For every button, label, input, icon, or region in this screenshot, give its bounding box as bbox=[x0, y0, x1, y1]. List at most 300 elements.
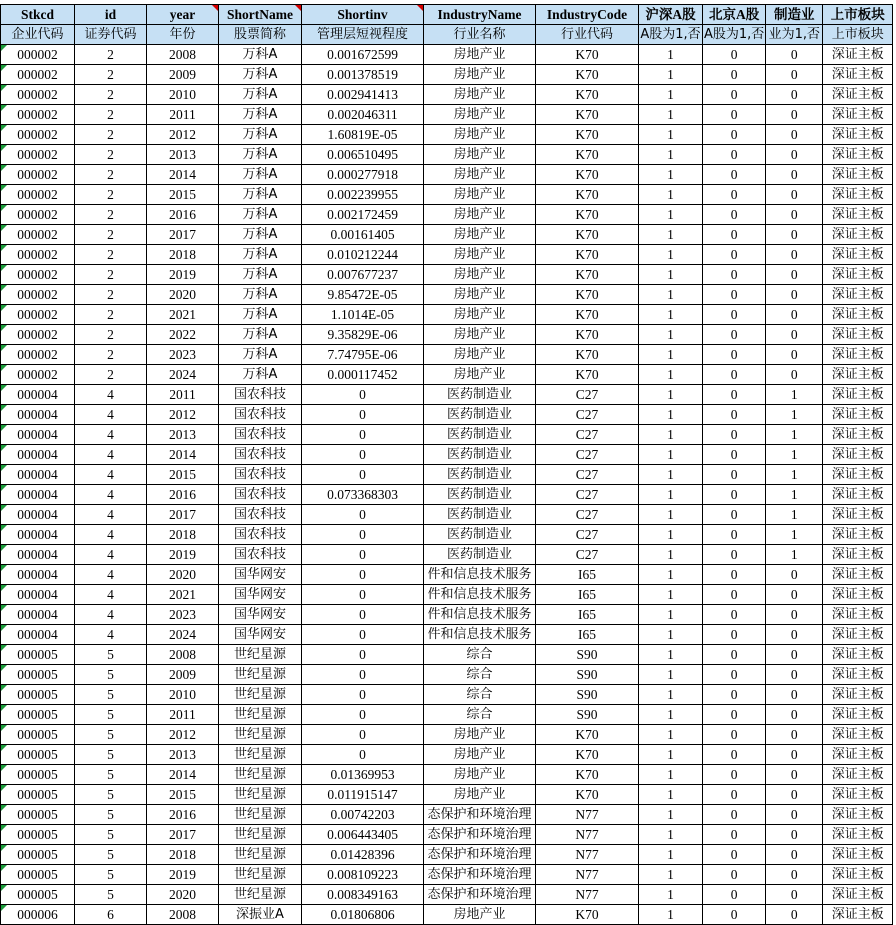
cell-year[interactable]: 2008 bbox=[147, 45, 219, 65]
cell-hushen-a[interactable]: 1 bbox=[639, 425, 703, 445]
col-label-shortinv[interactable]: 管理层短视程度 bbox=[302, 25, 424, 45]
cell-manufacturing[interactable]: 1 bbox=[766, 485, 823, 505]
cell-stkcd[interactable]: 000002 bbox=[1, 105, 75, 125]
cell-board[interactable]: 深证主板 bbox=[823, 345, 893, 365]
cell-shortinv[interactable]: 0 bbox=[302, 525, 424, 545]
cell-shortinv[interactable]: 0 bbox=[302, 405, 424, 425]
col-header-stkcd[interactable]: Stkcd bbox=[1, 5, 75, 25]
cell-hushen-a[interactable]: 1 bbox=[639, 45, 703, 65]
cell-stkcd[interactable]: 000005 bbox=[1, 685, 75, 705]
cell-id[interactable]: 5 bbox=[75, 805, 147, 825]
cell-stkcd[interactable]: 000005 bbox=[1, 865, 75, 885]
cell-manufacturing[interactable]: 1 bbox=[766, 425, 823, 445]
cell-hushen-a[interactable]: 1 bbox=[639, 785, 703, 805]
cell-id[interactable]: 4 bbox=[75, 385, 147, 405]
cell-board[interactable]: 深证主板 bbox=[823, 165, 893, 185]
cell-manufacturing[interactable]: 0 bbox=[766, 265, 823, 285]
cell-industryname[interactable]: 房地产业 bbox=[424, 225, 536, 245]
cell-industryname[interactable]: 房地产业 bbox=[424, 245, 536, 265]
cell-manufacturing[interactable]: 0 bbox=[766, 905, 823, 925]
cell-id[interactable]: 2 bbox=[75, 145, 147, 165]
cell-beijing-a[interactable]: 0 bbox=[703, 125, 766, 145]
cell-stkcd[interactable]: 000002 bbox=[1, 125, 75, 145]
cell-stkcd[interactable]: 000004 bbox=[1, 385, 75, 405]
cell-hushen-a[interactable]: 1 bbox=[639, 285, 703, 305]
cell-beijing-a[interactable]: 0 bbox=[703, 165, 766, 185]
cell-year[interactable]: 2020 bbox=[147, 285, 219, 305]
cell-shortinv[interactable]: 0.01369953 bbox=[302, 765, 424, 785]
col-label-industryname[interactable]: 行业名称 bbox=[424, 25, 536, 45]
cell-hushen-a[interactable]: 1 bbox=[639, 445, 703, 465]
cell-manufacturing[interactable]: 0 bbox=[766, 625, 823, 645]
cell-stkcd[interactable]: 000002 bbox=[1, 365, 75, 385]
cell-stkcd[interactable]: 000004 bbox=[1, 405, 75, 425]
cell-id[interactable]: 5 bbox=[75, 865, 147, 885]
cell-shortinv[interactable]: 0.002046311 bbox=[302, 105, 424, 125]
cell-id[interactable]: 5 bbox=[75, 645, 147, 665]
cell-hushen-a[interactable]: 1 bbox=[639, 585, 703, 605]
cell-industrycode[interactable]: K70 bbox=[536, 365, 639, 385]
cell-hushen-a[interactable]: 1 bbox=[639, 265, 703, 285]
cell-industrycode[interactable]: N77 bbox=[536, 885, 639, 905]
cell-year[interactable]: 2008 bbox=[147, 645, 219, 665]
cell-year[interactable]: 2014 bbox=[147, 765, 219, 785]
cell-shortname[interactable]: 万科A bbox=[219, 325, 302, 345]
cell-stkcd[interactable]: 000004 bbox=[1, 545, 75, 565]
cell-hushen-a[interactable]: 1 bbox=[639, 825, 703, 845]
cell-industryname[interactable]: 房地产业 bbox=[424, 125, 536, 145]
cell-year[interactable]: 2008 bbox=[147, 905, 219, 925]
cell-stkcd[interactable]: 000004 bbox=[1, 525, 75, 545]
cell-industrycode[interactable]: K70 bbox=[536, 205, 639, 225]
cell-board[interactable]: 深证主板 bbox=[823, 445, 893, 465]
cell-industryname[interactable]: 件和信息技术服务 bbox=[424, 625, 536, 645]
cell-industrycode[interactable]: K70 bbox=[536, 45, 639, 65]
cell-stkcd[interactable]: 000005 bbox=[1, 705, 75, 725]
cell-board[interactable]: 深证主板 bbox=[823, 625, 893, 645]
cell-beijing-a[interactable]: 0 bbox=[703, 845, 766, 865]
col-header-id[interactable]: id bbox=[75, 5, 147, 25]
cell-industrycode[interactable]: S90 bbox=[536, 685, 639, 705]
cell-industrycode[interactable]: I65 bbox=[536, 625, 639, 645]
cell-manufacturing[interactable]: 1 bbox=[766, 385, 823, 405]
cell-shortinv[interactable]: 0.010212244 bbox=[302, 245, 424, 265]
col-label-id[interactable]: 证券代码 bbox=[75, 25, 147, 45]
col-header-board[interactable]: 上市板块 bbox=[823, 5, 893, 25]
cell-hushen-a[interactable]: 1 bbox=[639, 605, 703, 625]
cell-hushen-a[interactable]: 1 bbox=[639, 745, 703, 765]
cell-hushen-a[interactable]: 1 bbox=[639, 705, 703, 725]
cell-stkcd[interactable]: 000004 bbox=[1, 505, 75, 525]
cell-stkcd[interactable]: 000005 bbox=[1, 745, 75, 765]
cell-stkcd[interactable]: 000002 bbox=[1, 145, 75, 165]
cell-board[interactable]: 深证主板 bbox=[823, 585, 893, 605]
cell-industryname[interactable]: 医药制造业 bbox=[424, 545, 536, 565]
cell-board[interactable]: 深证主板 bbox=[823, 645, 893, 665]
cell-shortinv[interactable]: 9.85472E-05 bbox=[302, 285, 424, 305]
cell-industryname[interactable]: 综合 bbox=[424, 685, 536, 705]
cell-board[interactable]: 深证主板 bbox=[823, 885, 893, 905]
cell-shortinv[interactable]: 0 bbox=[302, 385, 424, 405]
cell-shortinv[interactable]: 0.073368303 bbox=[302, 485, 424, 505]
cell-shortname[interactable]: 世纪星源 bbox=[219, 865, 302, 885]
cell-board[interactable]: 深证主板 bbox=[823, 685, 893, 705]
cell-shortinv[interactable]: 1.60819E-05 bbox=[302, 125, 424, 145]
cell-stkcd[interactable]: 000004 bbox=[1, 465, 75, 485]
cell-stkcd[interactable]: 000004 bbox=[1, 625, 75, 645]
cell-board[interactable]: 深证主板 bbox=[823, 905, 893, 925]
cell-manufacturing[interactable]: 0 bbox=[766, 245, 823, 265]
cell-board[interactable]: 深证主板 bbox=[823, 785, 893, 805]
cell-shortname[interactable]: 深振业A bbox=[219, 905, 302, 925]
cell-manufacturing[interactable]: 0 bbox=[766, 785, 823, 805]
cell-shortinv[interactable]: 0 bbox=[302, 645, 424, 665]
cell-year[interactable]: 2016 bbox=[147, 205, 219, 225]
cell-stkcd[interactable]: 000005 bbox=[1, 645, 75, 665]
cell-industrycode[interactable]: K70 bbox=[536, 85, 639, 105]
cell-shortinv[interactable]: 0 bbox=[302, 565, 424, 585]
cell-shortinv[interactable]: 0 bbox=[302, 625, 424, 645]
cell-id[interactable]: 2 bbox=[75, 185, 147, 205]
cell-manufacturing[interactable]: 0 bbox=[766, 685, 823, 705]
cell-manufacturing[interactable]: 0 bbox=[766, 885, 823, 905]
cell-industryname[interactable]: 态保护和环境治理 bbox=[424, 885, 536, 905]
cell-beijing-a[interactable]: 0 bbox=[703, 685, 766, 705]
cell-industrycode[interactable]: C27 bbox=[536, 405, 639, 425]
cell-industryname[interactable]: 态保护和环境治理 bbox=[424, 865, 536, 885]
cell-shortinv[interactable]: 0.008349163 bbox=[302, 885, 424, 905]
cell-id[interactable]: 5 bbox=[75, 685, 147, 705]
cell-shortname[interactable]: 世纪星源 bbox=[219, 705, 302, 725]
cell-shortinv[interactable]: 0.001378519 bbox=[302, 65, 424, 85]
cell-industryname[interactable]: 房地产业 bbox=[424, 105, 536, 125]
cell-industrycode[interactable]: C27 bbox=[536, 485, 639, 505]
cell-shortname[interactable]: 国农科技 bbox=[219, 405, 302, 425]
cell-hushen-a[interactable]: 1 bbox=[639, 485, 703, 505]
cell-shortname[interactable]: 世纪星源 bbox=[219, 805, 302, 825]
cell-year[interactable]: 2013 bbox=[147, 745, 219, 765]
cell-industrycode[interactable]: K70 bbox=[536, 125, 639, 145]
cell-hushen-a[interactable]: 1 bbox=[639, 505, 703, 525]
cell-year[interactable]: 2019 bbox=[147, 545, 219, 565]
cell-shortname[interactable]: 国农科技 bbox=[219, 485, 302, 505]
cell-industryname[interactable]: 医药制造业 bbox=[424, 465, 536, 485]
cell-industryname[interactable]: 房地产业 bbox=[424, 85, 536, 105]
cell-shortinv[interactable]: 0.008109223 bbox=[302, 865, 424, 885]
col-header-beijing-a[interactable]: 北京A股 bbox=[703, 5, 766, 25]
cell-industrycode[interactable]: N77 bbox=[536, 805, 639, 825]
cell-industryname[interactable]: 房地产业 bbox=[424, 65, 536, 85]
cell-industrycode[interactable]: K70 bbox=[536, 105, 639, 125]
cell-stkcd[interactable]: 000002 bbox=[1, 45, 75, 65]
cell-year[interactable]: 2021 bbox=[147, 585, 219, 605]
cell-shortinv[interactable]: 1.1014E-05 bbox=[302, 305, 424, 325]
cell-hushen-a[interactable]: 1 bbox=[639, 625, 703, 645]
cell-industrycode[interactable]: K70 bbox=[536, 245, 639, 265]
cell-id[interactable]: 5 bbox=[75, 845, 147, 865]
cell-board[interactable]: 深证主板 bbox=[823, 825, 893, 845]
col-label-year[interactable]: 年份 bbox=[147, 25, 219, 45]
cell-beijing-a[interactable]: 0 bbox=[703, 705, 766, 725]
cell-hushen-a[interactable]: 1 bbox=[639, 885, 703, 905]
cell-year[interactable]: 2023 bbox=[147, 605, 219, 625]
cell-beijing-a[interactable]: 0 bbox=[703, 545, 766, 565]
cell-beijing-a[interactable]: 0 bbox=[703, 785, 766, 805]
cell-id[interactable]: 5 bbox=[75, 665, 147, 685]
cell-industryname[interactable]: 医药制造业 bbox=[424, 505, 536, 525]
cell-id[interactable]: 6 bbox=[75, 905, 147, 925]
cell-hushen-a[interactable]: 1 bbox=[639, 225, 703, 245]
cell-id[interactable]: 4 bbox=[75, 425, 147, 445]
cell-stkcd[interactable]: 000005 bbox=[1, 885, 75, 905]
cell-board[interactable]: 深证主板 bbox=[823, 225, 893, 245]
cell-year[interactable]: 2019 bbox=[147, 265, 219, 285]
cell-shortname[interactable]: 万科A bbox=[219, 125, 302, 145]
cell-shortinv[interactable]: 0 bbox=[302, 545, 424, 565]
cell-manufacturing[interactable]: 0 bbox=[766, 605, 823, 625]
cell-beijing-a[interactable]: 0 bbox=[703, 525, 766, 545]
cell-id[interactable]: 4 bbox=[75, 445, 147, 465]
cell-year[interactable]: 2011 bbox=[147, 105, 219, 125]
cell-beijing-a[interactable]: 0 bbox=[703, 745, 766, 765]
cell-shortname[interactable]: 世纪星源 bbox=[219, 645, 302, 665]
cell-shortname[interactable]: 国农科技 bbox=[219, 505, 302, 525]
cell-year[interactable]: 2024 bbox=[147, 625, 219, 645]
cell-manufacturing[interactable]: 0 bbox=[766, 85, 823, 105]
cell-manufacturing[interactable]: 0 bbox=[766, 125, 823, 145]
cell-industrycode[interactable]: C27 bbox=[536, 525, 639, 545]
cell-manufacturing[interactable]: 0 bbox=[766, 305, 823, 325]
cell-board[interactable]: 深证主板 bbox=[823, 265, 893, 285]
cell-stkcd[interactable]: 000005 bbox=[1, 825, 75, 845]
cell-industrycode[interactable]: I65 bbox=[536, 585, 639, 605]
cell-hushen-a[interactable]: 1 bbox=[639, 405, 703, 425]
cell-board[interactable]: 深证主板 bbox=[823, 45, 893, 65]
cell-manufacturing[interactable]: 1 bbox=[766, 465, 823, 485]
cell-year[interactable]: 2012 bbox=[147, 405, 219, 425]
cell-id[interactable]: 4 bbox=[75, 565, 147, 585]
cell-shortinv[interactable]: 0 bbox=[302, 445, 424, 465]
col-label-board[interactable]: 上市板块 bbox=[823, 25, 893, 45]
cell-id[interactable]: 2 bbox=[75, 205, 147, 225]
cell-manufacturing[interactable]: 0 bbox=[766, 745, 823, 765]
cell-id[interactable]: 2 bbox=[75, 285, 147, 305]
cell-industryname[interactable]: 医药制造业 bbox=[424, 525, 536, 545]
cell-industrycode[interactable]: S90 bbox=[536, 705, 639, 725]
cell-hushen-a[interactable]: 1 bbox=[639, 365, 703, 385]
cell-shortinv[interactable]: 0.006443405 bbox=[302, 825, 424, 845]
cell-id[interactable]: 5 bbox=[75, 825, 147, 845]
cell-industrycode[interactable]: K70 bbox=[536, 265, 639, 285]
cell-shortinv[interactable]: 0 bbox=[302, 705, 424, 725]
cell-id[interactable]: 4 bbox=[75, 465, 147, 485]
cell-manufacturing[interactable]: 0 bbox=[766, 325, 823, 345]
cell-stkcd[interactable]: 000004 bbox=[1, 605, 75, 625]
cell-shortname[interactable]: 万科A bbox=[219, 305, 302, 325]
cell-shortname[interactable]: 万科A bbox=[219, 345, 302, 365]
cell-stkcd[interactable]: 000002 bbox=[1, 305, 75, 325]
cell-shortinv[interactable]: 0 bbox=[302, 425, 424, 445]
cell-beijing-a[interactable]: 0 bbox=[703, 305, 766, 325]
cell-industryname[interactable]: 综合 bbox=[424, 705, 536, 725]
cell-id[interactable]: 2 bbox=[75, 325, 147, 345]
cell-manufacturing[interactable]: 0 bbox=[766, 565, 823, 585]
cell-manufacturing[interactable]: 0 bbox=[766, 845, 823, 865]
cell-board[interactable]: 深证主板 bbox=[823, 765, 893, 785]
cell-board[interactable]: 深证主板 bbox=[823, 325, 893, 345]
cell-industryname[interactable]: 医药制造业 bbox=[424, 425, 536, 445]
cell-industrycode[interactable]: C27 bbox=[536, 465, 639, 485]
cell-shortinv[interactable]: 0.007677237 bbox=[302, 265, 424, 285]
cell-shortname[interactable]: 万科A bbox=[219, 365, 302, 385]
cell-shortname[interactable]: 万科A bbox=[219, 225, 302, 245]
cell-hushen-a[interactable]: 1 bbox=[639, 305, 703, 325]
cell-shortinv[interactable]: 0 bbox=[302, 465, 424, 485]
cell-year[interactable]: 2010 bbox=[147, 685, 219, 705]
cell-shortinv[interactable]: 0.000277918 bbox=[302, 165, 424, 185]
cell-year[interactable]: 2018 bbox=[147, 245, 219, 265]
cell-shortname[interactable]: 世纪星源 bbox=[219, 665, 302, 685]
cell-industryname[interactable]: 态保护和环境治理 bbox=[424, 805, 536, 825]
cell-shortname[interactable]: 万科A bbox=[219, 185, 302, 205]
cell-beijing-a[interactable]: 0 bbox=[703, 465, 766, 485]
cell-industryname[interactable]: 房地产业 bbox=[424, 145, 536, 165]
cell-board[interactable]: 深证主板 bbox=[823, 525, 893, 545]
cell-industrycode[interactable]: K70 bbox=[536, 725, 639, 745]
cell-year[interactable]: 2015 bbox=[147, 185, 219, 205]
cell-year[interactable]: 2021 bbox=[147, 305, 219, 325]
cell-id[interactable]: 2 bbox=[75, 245, 147, 265]
cell-manufacturing[interactable]: 0 bbox=[766, 765, 823, 785]
cell-manufacturing[interactable]: 0 bbox=[766, 345, 823, 365]
cell-year[interactable]: 2012 bbox=[147, 125, 219, 145]
cell-shortname[interactable]: 国农科技 bbox=[219, 545, 302, 565]
cell-manufacturing[interactable]: 0 bbox=[766, 865, 823, 885]
cell-shortname[interactable]: 世纪星源 bbox=[219, 725, 302, 745]
cell-manufacturing[interactable]: 0 bbox=[766, 285, 823, 305]
cell-year[interactable]: 2020 bbox=[147, 565, 219, 585]
cell-year[interactable]: 2011 bbox=[147, 385, 219, 405]
cell-board[interactable]: 深证主板 bbox=[823, 405, 893, 425]
cell-board[interactable]: 深证主板 bbox=[823, 85, 893, 105]
cell-id[interactable]: 4 bbox=[75, 525, 147, 545]
cell-industrycode[interactable]: C27 bbox=[536, 505, 639, 525]
cell-year[interactable]: 2009 bbox=[147, 665, 219, 685]
cell-id[interactable]: 2 bbox=[75, 105, 147, 125]
cell-stkcd[interactable]: 000006 bbox=[1, 905, 75, 925]
cell-hushen-a[interactable]: 1 bbox=[639, 205, 703, 225]
cell-stkcd[interactable]: 000004 bbox=[1, 585, 75, 605]
cell-id[interactable]: 5 bbox=[75, 725, 147, 745]
cell-manufacturing[interactable]: 0 bbox=[766, 185, 823, 205]
cell-id[interactable]: 2 bbox=[75, 345, 147, 365]
cell-shortname[interactable]: 万科A bbox=[219, 105, 302, 125]
cell-industrycode[interactable]: C27 bbox=[536, 425, 639, 445]
cell-industryname[interactable]: 件和信息技术服务 bbox=[424, 565, 536, 585]
cell-industrycode[interactable]: K70 bbox=[536, 785, 639, 805]
cell-shortname[interactable]: 万科A bbox=[219, 165, 302, 185]
cell-stkcd[interactable]: 000002 bbox=[1, 85, 75, 105]
cell-industryname[interactable]: 房地产业 bbox=[424, 365, 536, 385]
cell-id[interactable]: 5 bbox=[75, 785, 147, 805]
cell-hushen-a[interactable]: 1 bbox=[639, 345, 703, 365]
cell-id[interactable]: 5 bbox=[75, 765, 147, 785]
cell-beijing-a[interactable]: 0 bbox=[703, 725, 766, 745]
cell-stkcd[interactable]: 000002 bbox=[1, 325, 75, 345]
cell-year[interactable]: 2014 bbox=[147, 165, 219, 185]
cell-beijing-a[interactable]: 0 bbox=[703, 285, 766, 305]
cell-industrycode[interactable]: C27 bbox=[536, 385, 639, 405]
cell-shortinv[interactable]: 0 bbox=[302, 505, 424, 525]
cell-board[interactable]: 深证主板 bbox=[823, 205, 893, 225]
cell-shortinv[interactable]: 0.01806806 bbox=[302, 905, 424, 925]
cell-board[interactable]: 深证主板 bbox=[823, 565, 893, 585]
cell-beijing-a[interactable]: 0 bbox=[703, 485, 766, 505]
cell-beijing-a[interactable]: 0 bbox=[703, 665, 766, 685]
cell-beijing-a[interactable]: 0 bbox=[703, 145, 766, 165]
cell-hushen-a[interactable]: 1 bbox=[639, 185, 703, 205]
cell-industrycode[interactable]: N77 bbox=[536, 825, 639, 845]
cell-hushen-a[interactable]: 1 bbox=[639, 845, 703, 865]
col-header-industryname[interactable]: IndustryName bbox=[424, 5, 536, 25]
cell-board[interactable]: 深证主板 bbox=[823, 285, 893, 305]
cell-manufacturing[interactable]: 0 bbox=[766, 145, 823, 165]
cell-beijing-a[interactable]: 0 bbox=[703, 365, 766, 385]
cell-industrycode[interactable]: K70 bbox=[536, 345, 639, 365]
cell-hushen-a[interactable]: 1 bbox=[639, 245, 703, 265]
cell-shortinv[interactable]: 0.001672599 bbox=[302, 45, 424, 65]
cell-stkcd[interactable]: 000002 bbox=[1, 205, 75, 225]
cell-shortinv[interactable]: 9.35829E-06 bbox=[302, 325, 424, 345]
cell-id[interactable]: 4 bbox=[75, 625, 147, 645]
cell-manufacturing[interactable]: 1 bbox=[766, 525, 823, 545]
cell-id[interactable]: 4 bbox=[75, 585, 147, 605]
cell-year[interactable]: 2011 bbox=[147, 705, 219, 725]
col-header-industrycode[interactable]: IndustryCode bbox=[536, 5, 639, 25]
cell-board[interactable]: 深证主板 bbox=[823, 805, 893, 825]
cell-shortname[interactable]: 国农科技 bbox=[219, 385, 302, 405]
cell-beijing-a[interactable]: 0 bbox=[703, 245, 766, 265]
cell-year[interactable]: 2013 bbox=[147, 425, 219, 445]
cell-board[interactable]: 深证主板 bbox=[823, 305, 893, 325]
cell-beijing-a[interactable]: 0 bbox=[703, 345, 766, 365]
cell-industrycode[interactable]: C27 bbox=[536, 445, 639, 465]
cell-industrycode[interactable]: I65 bbox=[536, 565, 639, 585]
cell-shortinv[interactable]: 0 bbox=[302, 745, 424, 765]
cell-industryname[interactable]: 房地产业 bbox=[424, 305, 536, 325]
cell-shortname[interactable]: 国华网安 bbox=[219, 565, 302, 585]
cell-industrycode[interactable]: N77 bbox=[536, 845, 639, 865]
cell-shortname[interactable]: 国华网安 bbox=[219, 625, 302, 645]
cell-board[interactable]: 深证主板 bbox=[823, 705, 893, 725]
cell-year[interactable]: 2016 bbox=[147, 485, 219, 505]
cell-shortinv[interactable]: 0 bbox=[302, 665, 424, 685]
cell-shortinv[interactable]: 0 bbox=[302, 585, 424, 605]
cell-beijing-a[interactable]: 0 bbox=[703, 265, 766, 285]
cell-beijing-a[interactable]: 0 bbox=[703, 45, 766, 65]
cell-hushen-a[interactable]: 1 bbox=[639, 105, 703, 125]
cell-shortinv[interactable]: 7.74795E-06 bbox=[302, 345, 424, 365]
cell-hushen-a[interactable]: 1 bbox=[639, 385, 703, 405]
cell-hushen-a[interactable]: 1 bbox=[639, 525, 703, 545]
cell-industryname[interactable]: 医药制造业 bbox=[424, 405, 536, 425]
cell-industrycode[interactable]: K70 bbox=[536, 765, 639, 785]
cell-industryname[interactable]: 房地产业 bbox=[424, 785, 536, 805]
cell-shortname[interactable]: 世纪星源 bbox=[219, 765, 302, 785]
cell-stkcd[interactable]: 000002 bbox=[1, 265, 75, 285]
cell-id[interactable]: 4 bbox=[75, 405, 147, 425]
cell-id[interactable]: 2 bbox=[75, 85, 147, 105]
